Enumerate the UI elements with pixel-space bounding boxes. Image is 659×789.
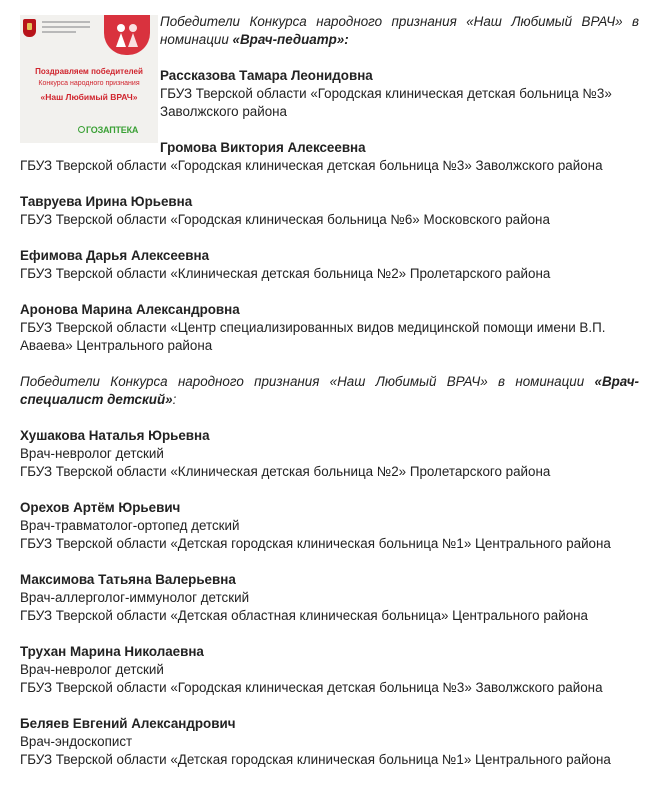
winner-name: Аронова Марина Александровна [20, 302, 240, 317]
coat-of-arms-icon [23, 19, 36, 37]
winner-org: ГБУЗ Тверской области «Городская клиническая больница №6» Московского района [20, 212, 550, 227]
winner-org: ГБУЗ Тверской области «Центр специализированных видов медицинской помощи имени В.П. Аваева» Центрального района [20, 320, 606, 353]
winner-name: Рассказова Тамара Леонидовна [160, 68, 373, 83]
leaf-icon [78, 126, 85, 133]
winner-org: ГБУЗ Тверской области «Детская областная клиническая больница» Центрального района [20, 608, 589, 623]
winner-name: Хушакова Наталья Юрьевна [20, 428, 210, 443]
winner-name: Максимова Татьяна Валерьевна [20, 572, 236, 587]
section2-nomination: «Врач-специалист детский» [20, 374, 639, 407]
winner-org: ГБУЗ Тверской области «Клиническая детская больница №2» Пролетарского района [20, 464, 551, 479]
winner-specialty: Врач-эндоскопист [20, 734, 133, 749]
winner-name: Громова Виктория Алексеевна [160, 140, 366, 155]
section1-intro-text: Победители Конкурса народного признания «Наш Любимый ВРАЧ» в номинации [160, 14, 639, 47]
section1-intro [160, 13, 639, 49]
winner-org: ГБУЗ Тверской области «Городская клиническая детская больница №3» Заволжского района [20, 680, 603, 695]
winner-specialty: Врач-невролог детский [20, 446, 164, 461]
winner-entry [20, 643, 639, 697]
winner-entry [160, 139, 639, 157]
section2-intro-suffix: : [172, 392, 177, 407]
winner-name: Орехов Артём Юрьевич [20, 500, 181, 515]
pharmacy-logo-text: ГОЗАПТЕКА [86, 125, 139, 135]
promo-contest: «Наш Любимый ВРАЧ» [40, 92, 138, 102]
winner-entry [20, 499, 650, 553]
promo-small-text [42, 21, 90, 36]
winner-name: Ефимова Дарья Алексеевна [20, 248, 210, 263]
winner-specialty: Врач-травматолог-ортопед детский [20, 518, 240, 533]
promo-subtitle: Конкурса народного признания [38, 80, 140, 87]
winner-entry [20, 247, 639, 283]
winner-org: ГБУЗ Тверской области «Клиническая детская больница №2» Пролетарского района [20, 266, 551, 281]
winner-name: Тавруева Ирина Юрьевна [20, 194, 193, 209]
promo-image [20, 15, 158, 143]
winner-entry [20, 571, 639, 625]
winner-entry [20, 715, 650, 769]
section1-nomination: «Врач-педиатр»: [232, 32, 349, 47]
winner-specialty: Врач-невролог детский [20, 662, 164, 677]
winner-entry [160, 67, 639, 121]
contest-emblem-icon [104, 15, 150, 55]
winner-org: ГБУЗ Тверской области «Детская городская клиническая больница №1» Центрального района [20, 752, 611, 767]
winner-org: ГБУЗ Тверской области «Городская клиническая детская больница №3» Заволжского района [20, 158, 603, 173]
section2-intro [20, 373, 639, 409]
winner-org: ГБУЗ Тверской области «Городская клиническая детская больница №3» Заволжского района [160, 86, 612, 119]
winner-entry [20, 427, 639, 481]
winner-specialty: Врач-аллерголог-иммунолог детский [20, 590, 250, 605]
winner-entry [20, 301, 645, 355]
section2-intro-text: Победители Конкурса народного признания «Наш Любимый ВРАЧ» в номинации [20, 374, 595, 389]
promo-title: Поздравляем победителей [35, 67, 143, 76]
winner-name: Беляев Евгений Александрович [20, 716, 236, 731]
winner-org-line [20, 157, 639, 175]
winner-name: Трухан Марина Николаевна [20, 644, 204, 659]
winner-entry [20, 193, 639, 229]
pharmacy-logo [78, 125, 138, 136]
winner-org: ГБУЗ Тверской области «Детская городская клиническая больница №1» Центрального района [20, 536, 611, 551]
